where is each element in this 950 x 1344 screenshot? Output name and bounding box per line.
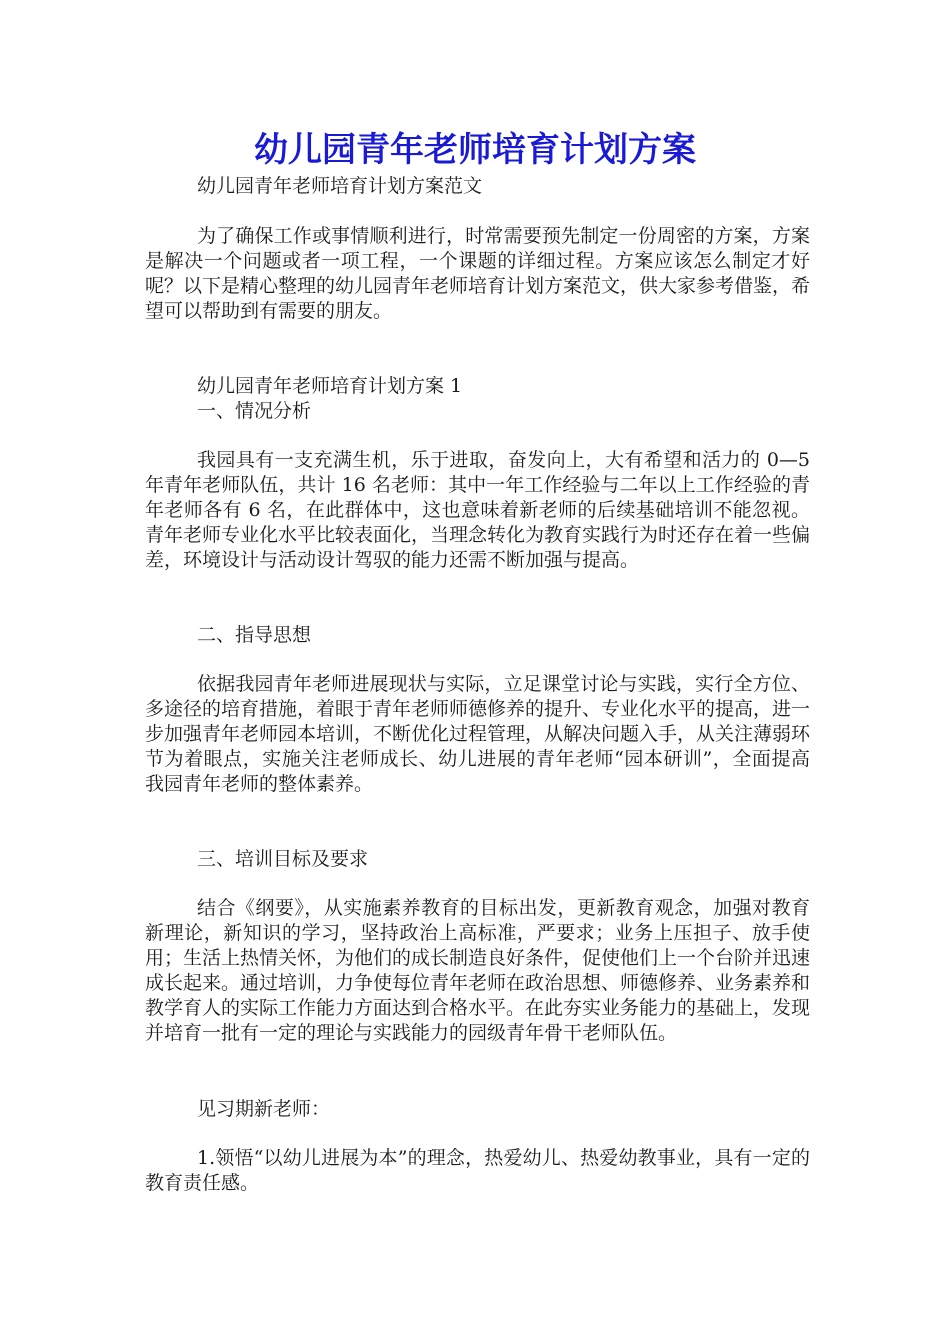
paragraph-training-goals: 结合《纲要》，从实施素养教育的目标出发，更新教育观念，加强对教育新理论，新知识的学习，坚持政治上高标准，严要求；业务上压担子、放手使用；生活上热情关怀，为他们的成长制造良好条件，促使他们上一个台阶并迅速成长起来。通过培训，力争使每位青年老师在政治思想、师德修养、业务素养和教学育人的实际工作能力方面达到合格水平。在此夯实业务能力的基础上，发现并培育一批有一定的理论与实践能力的园级青年骨干老师队伍。 (145, 897, 811, 1044)
paragraph-situation-analysis: 我园具有一支充满生机，乐于进取，奋发向上，大有希望和活力的 0—5 年青年老师队伍，共计 16 名老师：其中一年工作经验与二年以上工作经验的青年老师各有 6 名，在此群体中，这也意味着新老师的后续基础培训不能忽视。青年老师专业化水平比较表面化，当理念转化为教育实践行为时还存在着一些偏差，环境设计与活动设计驾驭的能力还需不断加强与提高。 (145, 449, 811, 571)
heading-situation-analysis: 一、情况分析 (197, 400, 312, 422)
paragraph-guiding-ideology: 依据我园青年老师进展现状与实际，立足课堂讨论与实践，实行全方位、多途径的培育措施，着眼于青年老师师德修养的提升、专业化水平的提高，进一步加强青年老师园本培训，不断优化过程管理，从解决问题入手，从关注薄弱环节为着眼点，实施关注老师成长、幼儿进展的青年老师“园本研训”，全面提高我园青年老师的整体素养。 (145, 673, 811, 795)
heading-training-goals: 三、培训目标及要求 (197, 848, 369, 870)
heading-trainee-teachers: 见习期新老师： (197, 1098, 331, 1120)
intro-paragraph: 为了确保工作或事情顺利进行，时常需要预先制定一份周密的方案，方案是解决一个问题或者一项工程，一个课题的详细过程。方案应该怎么制定才好呢？以下是精心整理的幼儿园青年老师培育计划方案范文，供大家参考借鉴，希望可以帮助到有需要的朋友。 (145, 225, 811, 322)
section-title: 幼儿园青年老师培育计划方案 1 (197, 375, 463, 397)
heading-guiding-ideology: 二、指导思想 (197, 624, 312, 646)
document-title: 幼儿园青年老师培育计划方案 (254, 130, 696, 170)
document-subtitle: 幼儿园青年老师培育计划方案范文 (197, 175, 483, 197)
paragraph-trainee-item-1: 1.领悟“以幼儿进展为本”的理念，热爱幼儿、热爱幼教事业，具有一定的教育责任感。 (145, 1147, 810, 1194)
